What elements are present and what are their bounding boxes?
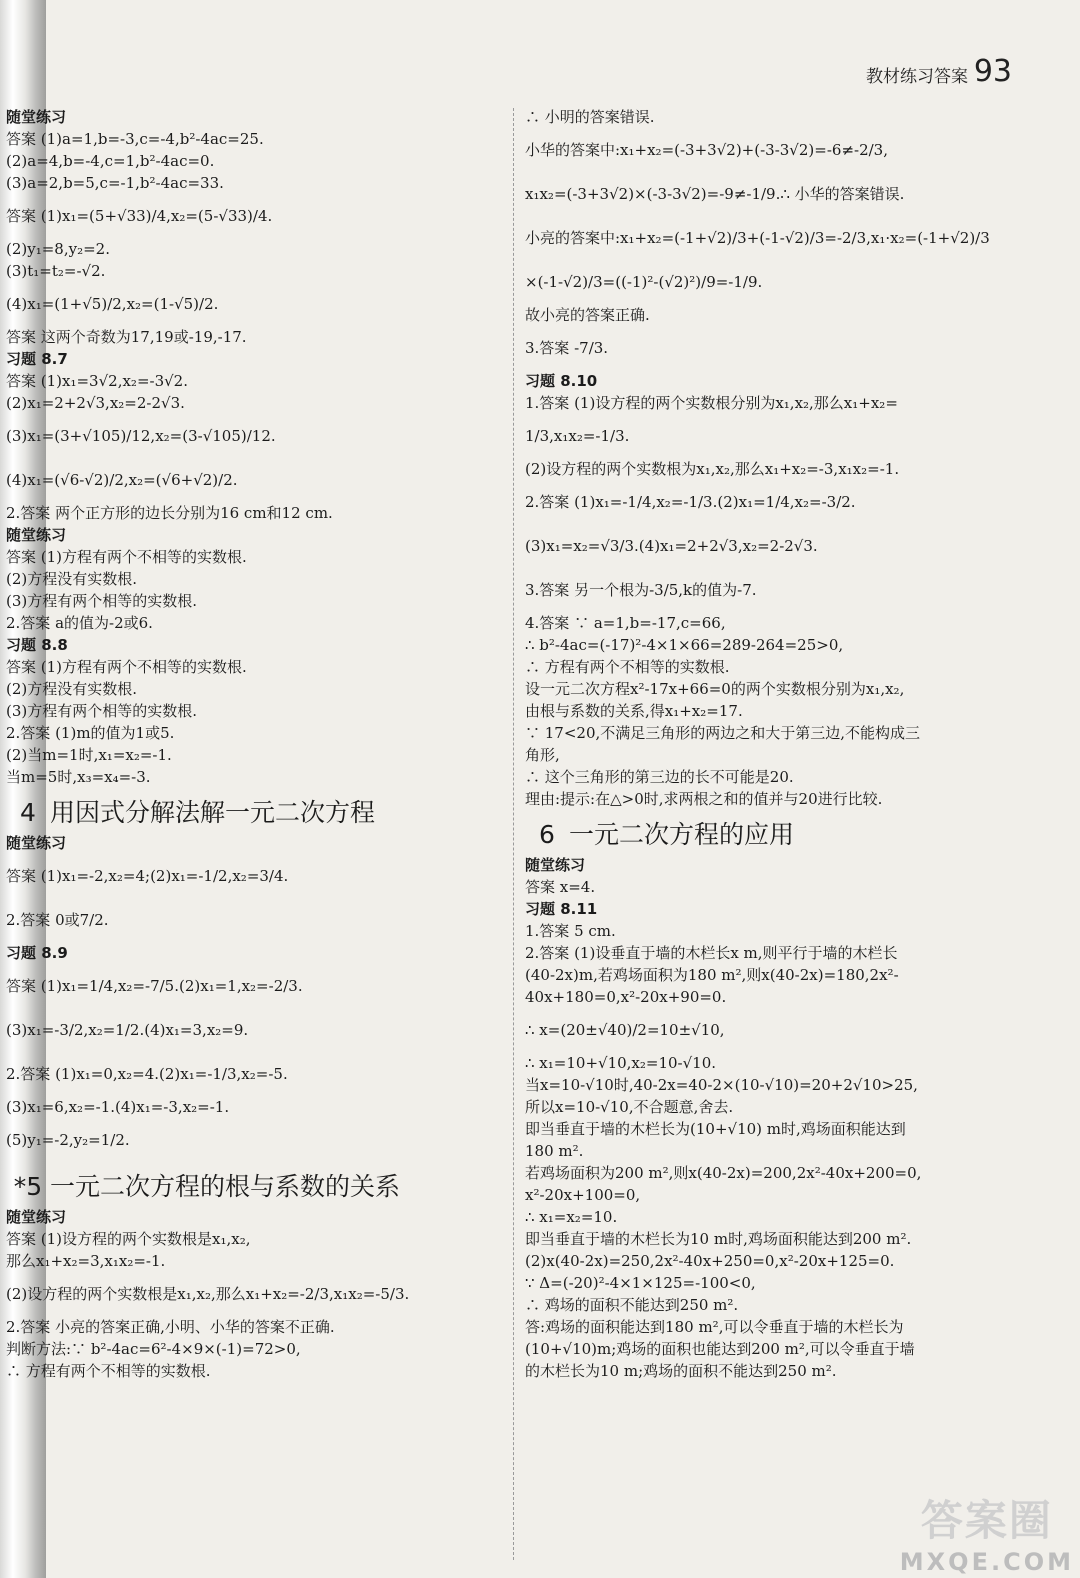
exercise-heading: 习题 8.7 — [6, 350, 68, 368]
watermark-url: MXQE.COM — [899, 1548, 1074, 1576]
answer-line: (3)方程有两个相等的实数根. — [6, 702, 198, 720]
answer-line: 答案 (1)x₁=3√2,x₂=-3√2. — [6, 372, 188, 390]
running-header-title: 教材练习答案 — [866, 67, 968, 87]
answer-line: (3)x₁=6,x₂=-1.(4)x₁=-3,x₂=-1. — [6, 1098, 230, 1116]
answer-line: 答案 (1)x₁=1/4,x₂=-7/5.(2)x₁=1,x₂=-2/3. — [6, 977, 303, 995]
answer-line: 那么x₁+x₂=3,x₁x₂=-1. — [6, 1252, 166, 1270]
answer-line: (3)x₁=-3/2,x₂=1/2.(4)x₁=3,x₂=9. — [6, 1021, 249, 1039]
exercise-heading: 随堂练习 — [6, 1208, 67, 1226]
page-number: 93 — [973, 54, 1012, 89]
answer-line: ∴ 鸡场的面积不能达到250 m². — [525, 1296, 739, 1314]
answer-line: 4.答案 ∵ a=1,b=-17,c=66, — [525, 614, 726, 632]
exercise-heading: 随堂练习 — [6, 108, 67, 126]
exercise-heading: 随堂练习 — [6, 834, 67, 852]
answer-line: (2)y₁=8,y₂=2. — [6, 240, 110, 258]
answer-line: ∴ 这个三角形的第三边的长不可能是20. — [525, 768, 794, 786]
watermark-brand: 答案圈 — [920, 1496, 1053, 1545]
answer-line: 2.答案 0或7/2. — [6, 911, 109, 929]
exercise-heading: 随堂练习 — [525, 856, 586, 874]
answer-line: (40-2x)m,若鸡场面积为180 m²,则x(40-2x)=180,2x²- — [525, 966, 899, 984]
answer-line: (2)x(40-2x)=250,2x²-40x+250=0,x²-20x+125=0. — [525, 1252, 895, 1270]
answer-line: 设一元二次方程x²-17x+66=0的两个实数根分别为x₁,x₂, — [525, 680, 905, 698]
answer-line: 答案 这两个奇数为17,19或-19,-17. — [6, 328, 247, 346]
section-title — [6, 796, 502, 830]
answer-line: 180 m². — [525, 1142, 584, 1160]
answer-line: (3)方程有两个相等的实数根. — [6, 592, 198, 610]
answer-line: 答案 x=4. — [525, 878, 596, 896]
answer-line: 小亮的答案中:x₁+x₂=(-1+√2)/3+(-1-√2)/3=-2/3,x₁·x₂=(-1+√2)/3 — [525, 229, 990, 247]
answer-line: 2.答案 (1)设垂直于墙的木栏长x m,则平行于墙的木栏长 — [525, 944, 898, 962]
answer-line: (3)x₁=(3+√105)/12,x₂=(3-√105)/12. — [6, 427, 276, 445]
answer-line: (2)方程没有实数根. — [6, 680, 138, 698]
answer-line: 答案 (1)x₁=-2,x₂=4;(2)x₁=-1/2,x₂=3/4. — [6, 867, 289, 885]
answer-line: (2)设方程的两个实数根是x₁,x₂,那么x₁+x₂=-2/3,x₁x₂=-5/3. — [6, 1285, 410, 1303]
answer-line: 角形, — [525, 746, 560, 764]
answer-line: 即当垂直于墙的木栏长为(10+√10) m时,鸡场面积能达到 — [525, 1120, 906, 1138]
answer-line: 小华的答案中:x₁+x₂=(-3+3√2)+(-3-3√2)=-6≠-2/3, — [525, 141, 888, 159]
answer-line: (2)a=4,b=-4,c=1,b²-4ac=0. — [6, 152, 215, 170]
right-column — [525, 106, 1025, 1382]
answer-line: 当x=10-√10时,40-2x=40-2×(10-√10)=20+2√10>25, — [525, 1076, 918, 1094]
section-title — [6, 1170, 502, 1204]
answer-line: 答案 (1)x₁=(5+√33)/4,x₂=(5-√33)/4. — [6, 207, 273, 225]
answer-line: 判断方法:∵ b²-4ac=6²-4×9×(-1)=72>0, — [6, 1340, 301, 1358]
answer-line: 答:鸡场的面积能达到180 m²,可以令垂直于墙的木栏长为 — [525, 1318, 904, 1336]
answer-line: (5)y₁=-2,y₂=1/2. — [6, 1131, 130, 1149]
section-number: 4 — [20, 798, 36, 827]
column-divider — [513, 108, 514, 1560]
answer-line: 1.答案 (1)设方程的两个实数根分别为x₁,x₂,那么x₁+x₂= — [525, 394, 898, 412]
answer-line: ∴ x₁=x₂=10. — [525, 1208, 618, 1226]
answer-line: ∴ 小明的答案错误. — [525, 108, 655, 126]
answer-line: ∴ 方程有两个不相等的实数根. — [6, 1362, 211, 1380]
answer-line: (3)x₁=x₂=√3/3.(4)x₁=2+2√3,x₂=2-2√3. — [525, 537, 818, 555]
answer-line: 若鸡场面积为200 m²,则x(40-2x)=200,2x²-40x+200=0, — [525, 1164, 922, 1182]
answer-line: ∵ 17<20,不满足三角形的两边之和大于第三边,不能构成三 — [525, 724, 921, 742]
answer-line: (4)x₁=(√6-√2)/2,x₂=(√6+√2)/2. — [6, 471, 238, 489]
answer-line: 的木栏长为10 m;鸡场的面积不能达到250 m². — [525, 1362, 837, 1380]
section-number: 6 — [539, 820, 555, 849]
answer-line: ×(-1-√2)/3=((-1)²-(√2)²)/9=-1/9. — [525, 273, 763, 291]
answer-line: (2)设方程的两个实数根为x₁,x₂,那么x₁+x₂=-3,x₁x₂=-1. — [525, 460, 900, 478]
answer-line: (10+√10)m;鸡场的面积也能达到200 m²,可以令垂直于墙 — [525, 1340, 915, 1358]
answer-line: ∴ x₁=10+√10,x₂=10-√10. — [525, 1054, 717, 1072]
answer-line: (2)x₁=2+2√3,x₂=2-2√3. — [6, 394, 185, 412]
answer-line: ∴ 方程有两个不相等的实数根. — [525, 658, 730, 676]
answer-line: 1.答案 5 cm. — [525, 922, 616, 940]
answer-line: 3.答案 另一个根为-3/5,k的值为-7. — [525, 581, 757, 599]
answer-line: 答案 (1)方程有两个不相等的实数根. — [6, 548, 247, 566]
exercise-heading: 习题 8.8 — [6, 636, 68, 654]
answer-line: 当m=5时,x₃=x₄=-3. — [6, 768, 151, 786]
left-column — [6, 106, 502, 1382]
answer-line: 2.答案 小亮的答案正确,小明、小华的答案不正确. — [6, 1318, 335, 1336]
answer-line: 所以x=10-√10,不合题意,舍去. — [525, 1098, 734, 1116]
answer-line: 1/3,x₁x₂=-1/3. — [525, 427, 630, 445]
answer-line: 2.答案 (1)x₁=-1/4,x₂=-1/3.(2)x₁=1/4,x₂=-3/2. — [525, 493, 856, 511]
answer-line: (2)方程没有实数根. — [6, 570, 138, 588]
answer-line: 由根与系数的关系,得x₁+x₂=17. — [525, 702, 743, 720]
answer-line: x₁x₂=(-3+3√2)×(-3-3√2)=-9≠-1/9.∴ 小华的答案错误. — [525, 185, 905, 203]
answer-line: 答案 (1)a=1,b=-3,c=-4,b²-4ac=25. — [6, 130, 264, 148]
exercise-heading: 习题 8.9 — [6, 944, 68, 962]
exercise-heading: 随堂练习 — [6, 526, 67, 544]
answer-line: 2.答案 两个正方形的边长分别为16 cm和12 cm. — [6, 504, 333, 522]
exercise-heading: 习题 8.10 — [525, 372, 598, 390]
answer-line: 理由:提示:在△>0时,求两根之和的值并与20进行比较. — [525, 790, 883, 808]
answer-line: ∴ x=(20±√40)/2=10±√10, — [525, 1021, 725, 1039]
answer-line: 2.答案 (1)m的值为1或5. — [6, 724, 175, 742]
answer-line: 答案 (1)设方程的两个实数根是x₁,x₂, — [6, 1230, 251, 1248]
answer-line: (3)t₁=t₂=-√2. — [6, 262, 106, 280]
section-title-text: 用因式分解法解一元二次方程 — [50, 798, 376, 827]
answer-line: ∵ Δ=(-20)²-4×1×125=-100<0, — [525, 1274, 756, 1292]
answer-line: (4)x₁=(1+√5)/2,x₂=(1-√5)/2. — [6, 295, 219, 313]
answer-line: ∴ b²-4ac=(-17)²-4×1×66=289-264=25>0, — [525, 636, 844, 654]
answer-line: 故小亮的答案正确. — [525, 306, 650, 324]
section-number: *5 — [13, 1172, 43, 1201]
section-title — [525, 818, 1025, 852]
answer-line: 2.答案 a的值为-2或6. — [6, 614, 153, 632]
exercise-heading: 习题 8.11 — [525, 900, 598, 918]
watermark — [900, 1488, 1074, 1576]
answer-line: 3.答案 -7/3. — [525, 339, 609, 357]
section-title-text: 一元二次方程的根与系数的关系 — [50, 1172, 401, 1201]
answer-line: (3)a=2,b=5,c=-1,b²-4ac=33. — [6, 174, 224, 192]
answer-line: 即当垂直于墙的木栏长为10 m时,鸡场面积能达到200 m². — [525, 1230, 912, 1248]
answer-line: (2)当m=1时,x₁=x₂=-1. — [6, 746, 172, 764]
answer-line: 40x+180=0,x²-20x+90=0. — [525, 988, 727, 1006]
section-title-text: 一元二次方程的应用 — [569, 820, 795, 849]
answer-line: 2.答案 (1)x₁=0,x₂=4.(2)x₁=-1/3,x₂=-5. — [6, 1065, 288, 1083]
answer-line: 答案 (1)方程有两个不相等的实数根. — [6, 658, 247, 676]
answer-line: x²-20x+100=0, — [525, 1186, 641, 1204]
